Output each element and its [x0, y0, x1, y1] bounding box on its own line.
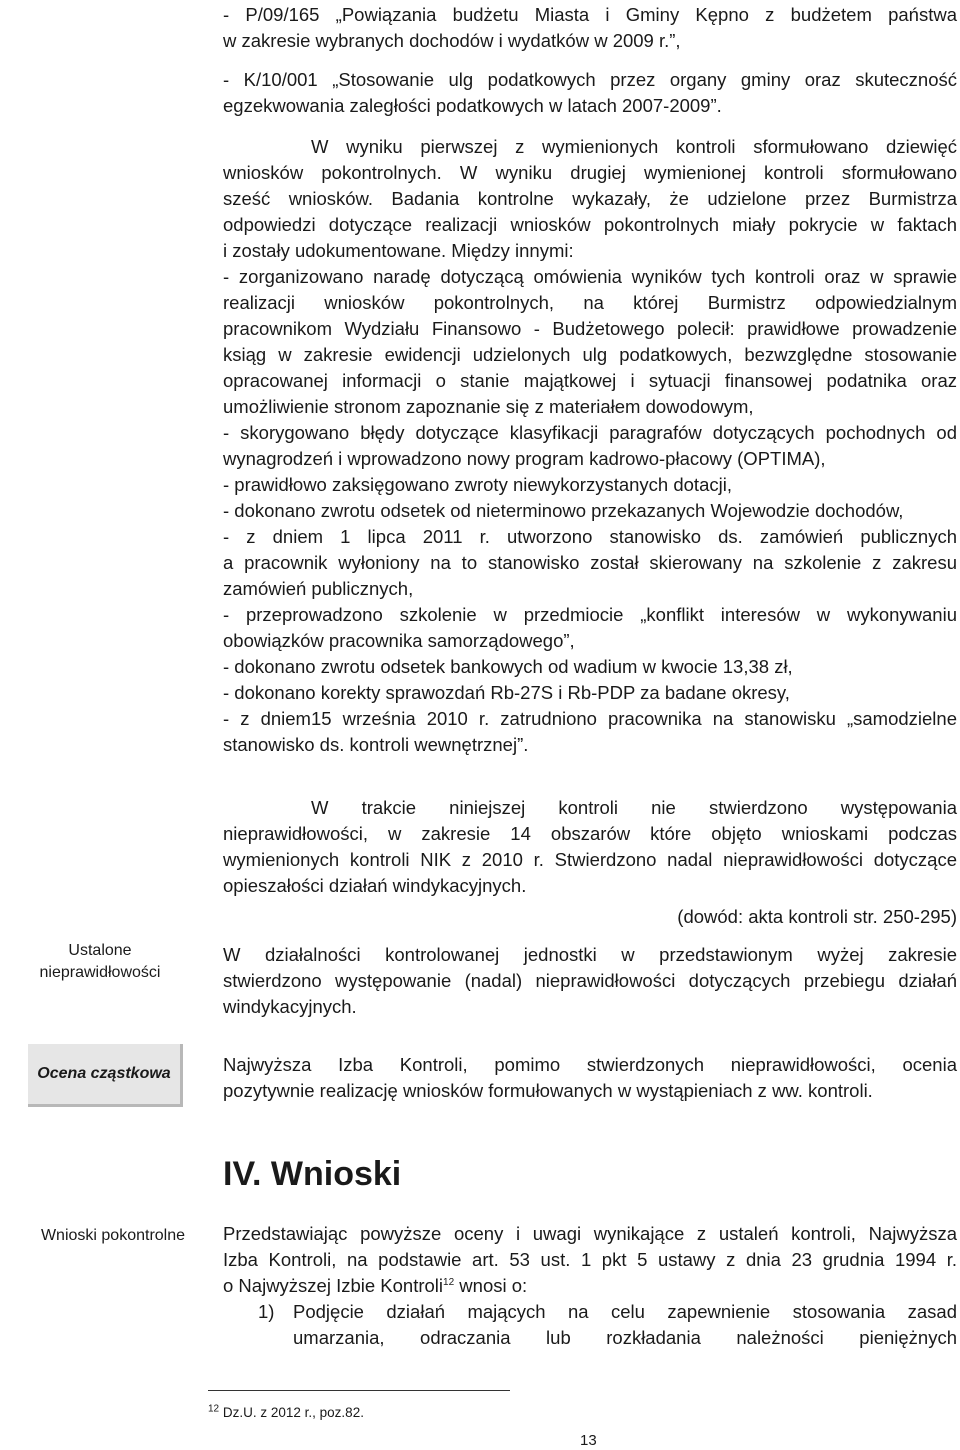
footnote: $^{12}$ Dz.U. z 2012 r., poz.82.: [208, 1403, 364, 1420]
list-item: 1) Podjęcie działań mających na celu zapewnienie stosowania zasad umarzania, odraczania lub rozkładania należności pieniężnych: [258, 1301, 957, 1348]
text-line: - dokonano zwrotu odsetek bankowych od wadium w kwocie 13,38 zł,: [223, 656, 793, 677]
text-line: - dokonano korekty sprawozdań Rb-27S i Rb-PDP za badane okresy,: [223, 682, 790, 703]
text-line: W trakcie niniejszej kontroli nie stwierdzono występowania: [311, 797, 957, 818]
text-line: - dokonano zwrotu odsetek od nieterminowo przekazanych Wojewodzie dochodów,: [223, 500, 904, 521]
text-line: odpowiedzi dotyczące realizacji wniosków pokontrolnych miały pokrycie w faktach: [223, 214, 957, 235]
text-line: umożliwienie stronom zapoznanie się z materiałem dowodowym,: [223, 396, 754, 417]
paragraph-assessment: [223, 1052, 957, 1104]
section-heading: IV. Wnioski: [223, 1155, 402, 1193]
sidebar-label-irregularities: Ustalone nieprawidłowości: [39, 942, 161, 981]
text-line: i zostały udokumentowane. Między innymi:: [223, 240, 574, 261]
text-line: nieprawidłowości, w zakresie 14 obszarów które objęto wnioskami podczas: [223, 823, 957, 844]
paragraph-conclusions: Przedstawiając powyższe oceny i uwagi wynikające z ustaleń kontroli, Najwyższa Izba Kontroli, na podstawie art. 53 ust. 1 pkt 5 ustawy z dnia 23 grudnia 1994 r. o Najwyższej Izbie Kontroli$^{12}$ wnosi o: 1) Podjęcie działań mających na celu zapewnienie stosowania zasad umarzania, odraczania lub rozkładania należności pieniężnych: [223, 1221, 957, 1351]
text-line: - z dniem15 września 2010 r. zatrudniono pracownika na stanowisku „samodzielne: [223, 708, 957, 729]
text-line: stanowisko ds. kontroli wewnętrznej”.: [223, 734, 529, 755]
evidence-reference: (dowód: akta kontroli str. 250-295): [677, 906, 957, 927]
text-line: pracownikom Wydziału Finansowo - Budżetowego polecił: prawidłowe prowadzenie: [223, 318, 957, 339]
text-line: windykacyjnych.: [223, 996, 357, 1017]
text-line: zamówień publicznych,: [223, 578, 414, 599]
text-line: W działalności kontrolowanej jednostki w przedstawionym wyżej zakresie: [223, 944, 957, 965]
text-line: obowiązków pracownika samorządowego”,: [223, 630, 575, 651]
text-line: - zorganizowano naradę dotyczącą omówienia wyników tych kontroli oraz w sprawie: [223, 266, 957, 287]
text-line: wymienionych kontroli NIK z 2010 r. Stwierdzono nadal nieprawidłowości dotyczące: [223, 849, 957, 870]
text-line: realizacji wniosków pokontrolnych, na której Burmistrz odpowiedzialnym: [223, 292, 957, 313]
text-line: - z dniem 1 lipca 2011 r. utworzono stanowisko ds. zamówień publicznych: [223, 526, 957, 547]
sidebar-label-conclusions: Wnioski pokontrolne: [40, 1227, 186, 1244]
text-line: wynagrodzeń i wprowadzono nowy program kadrowo-płacowy (OPTIMA),: [223, 448, 826, 469]
text-line: pozytywnie realizację wniosków formułowanych w wystąpieniach z ww. kontroli.: [223, 1080, 873, 1101]
paragraph-irregularities: [223, 942, 957, 1020]
text-line: - przeprowadzono szkolenie w przedmiocie „konflikt interesów w wykonywaniu: [223, 604, 957, 625]
item-p09165: - P/09/165 „Powiązania budżetu Miasta i Gminy Kępno z budżetem państwa: [223, 4, 957, 25]
text-line: sześć wniosków. Badania kontrolne wykazały, że udzielone przez Burmistrza: [223, 188, 957, 209]
item-k10001: - K/10/001 „Stosowanie ulg podatkowych przez organy gminy oraz skuteczność: [223, 69, 957, 90]
text-line: - prawidłowo zaksięgowano zwroty niewykorzystanych dotacji,: [223, 474, 732, 495]
text-line: opracowanej informacji o stanie majątkowej i sytuacji finansowej podatnika oraz: [223, 370, 957, 391]
footnote-divider: [208, 1390, 510, 1391]
sidebar-box-assessment: Ocena cząstkowa: [28, 1044, 183, 1107]
footnote-ref: 12: [443, 1276, 455, 1288]
text-line: wniosków pokontrolnych. W wyniku drugiej wymienionej kontroli sformułowano: [223, 162, 957, 183]
text-line: stwierdzono występowanie (nadal) nieprawidłowości dotyczących przebiegu działań: [223, 970, 957, 991]
text-line: W wyniku pierwszej z wymienionych kontroli sformułowano dziewięć: [311, 136, 957, 157]
text-line: ksiąg w zakresie ewidencji udzielonych ulg podatkowych, bezwzględne stosowanie: [223, 344, 957, 365]
paragraph-follow-up: [223, 134, 957, 758]
paragraph-findings: [223, 795, 957, 899]
item-p09165-cont: w zakresie wybranych dochodów i wydatków w 2009 r.”,: [223, 30, 681, 51]
page-number: 13: [580, 1432, 597, 1449]
text-line: opieszałości działań windykacyjnych.: [223, 875, 527, 896]
text-line: - skorygowano błędy dotyczące klasyfikacji paragrafów dotyczących pochodnych od: [223, 422, 957, 443]
text-line: Najwyższa Izba Kontroli, pomimo stwierdzonych nieprawidłowości, ocenia: [223, 1054, 957, 1075]
item-k10001-cont: egzekwowania zaległości podatkowych w latach 2007-2009”.: [223, 95, 722, 116]
text-line: a pracownik wyłoniony na to stanowisko został skierowany na szkolenie z zakresu: [223, 552, 957, 573]
